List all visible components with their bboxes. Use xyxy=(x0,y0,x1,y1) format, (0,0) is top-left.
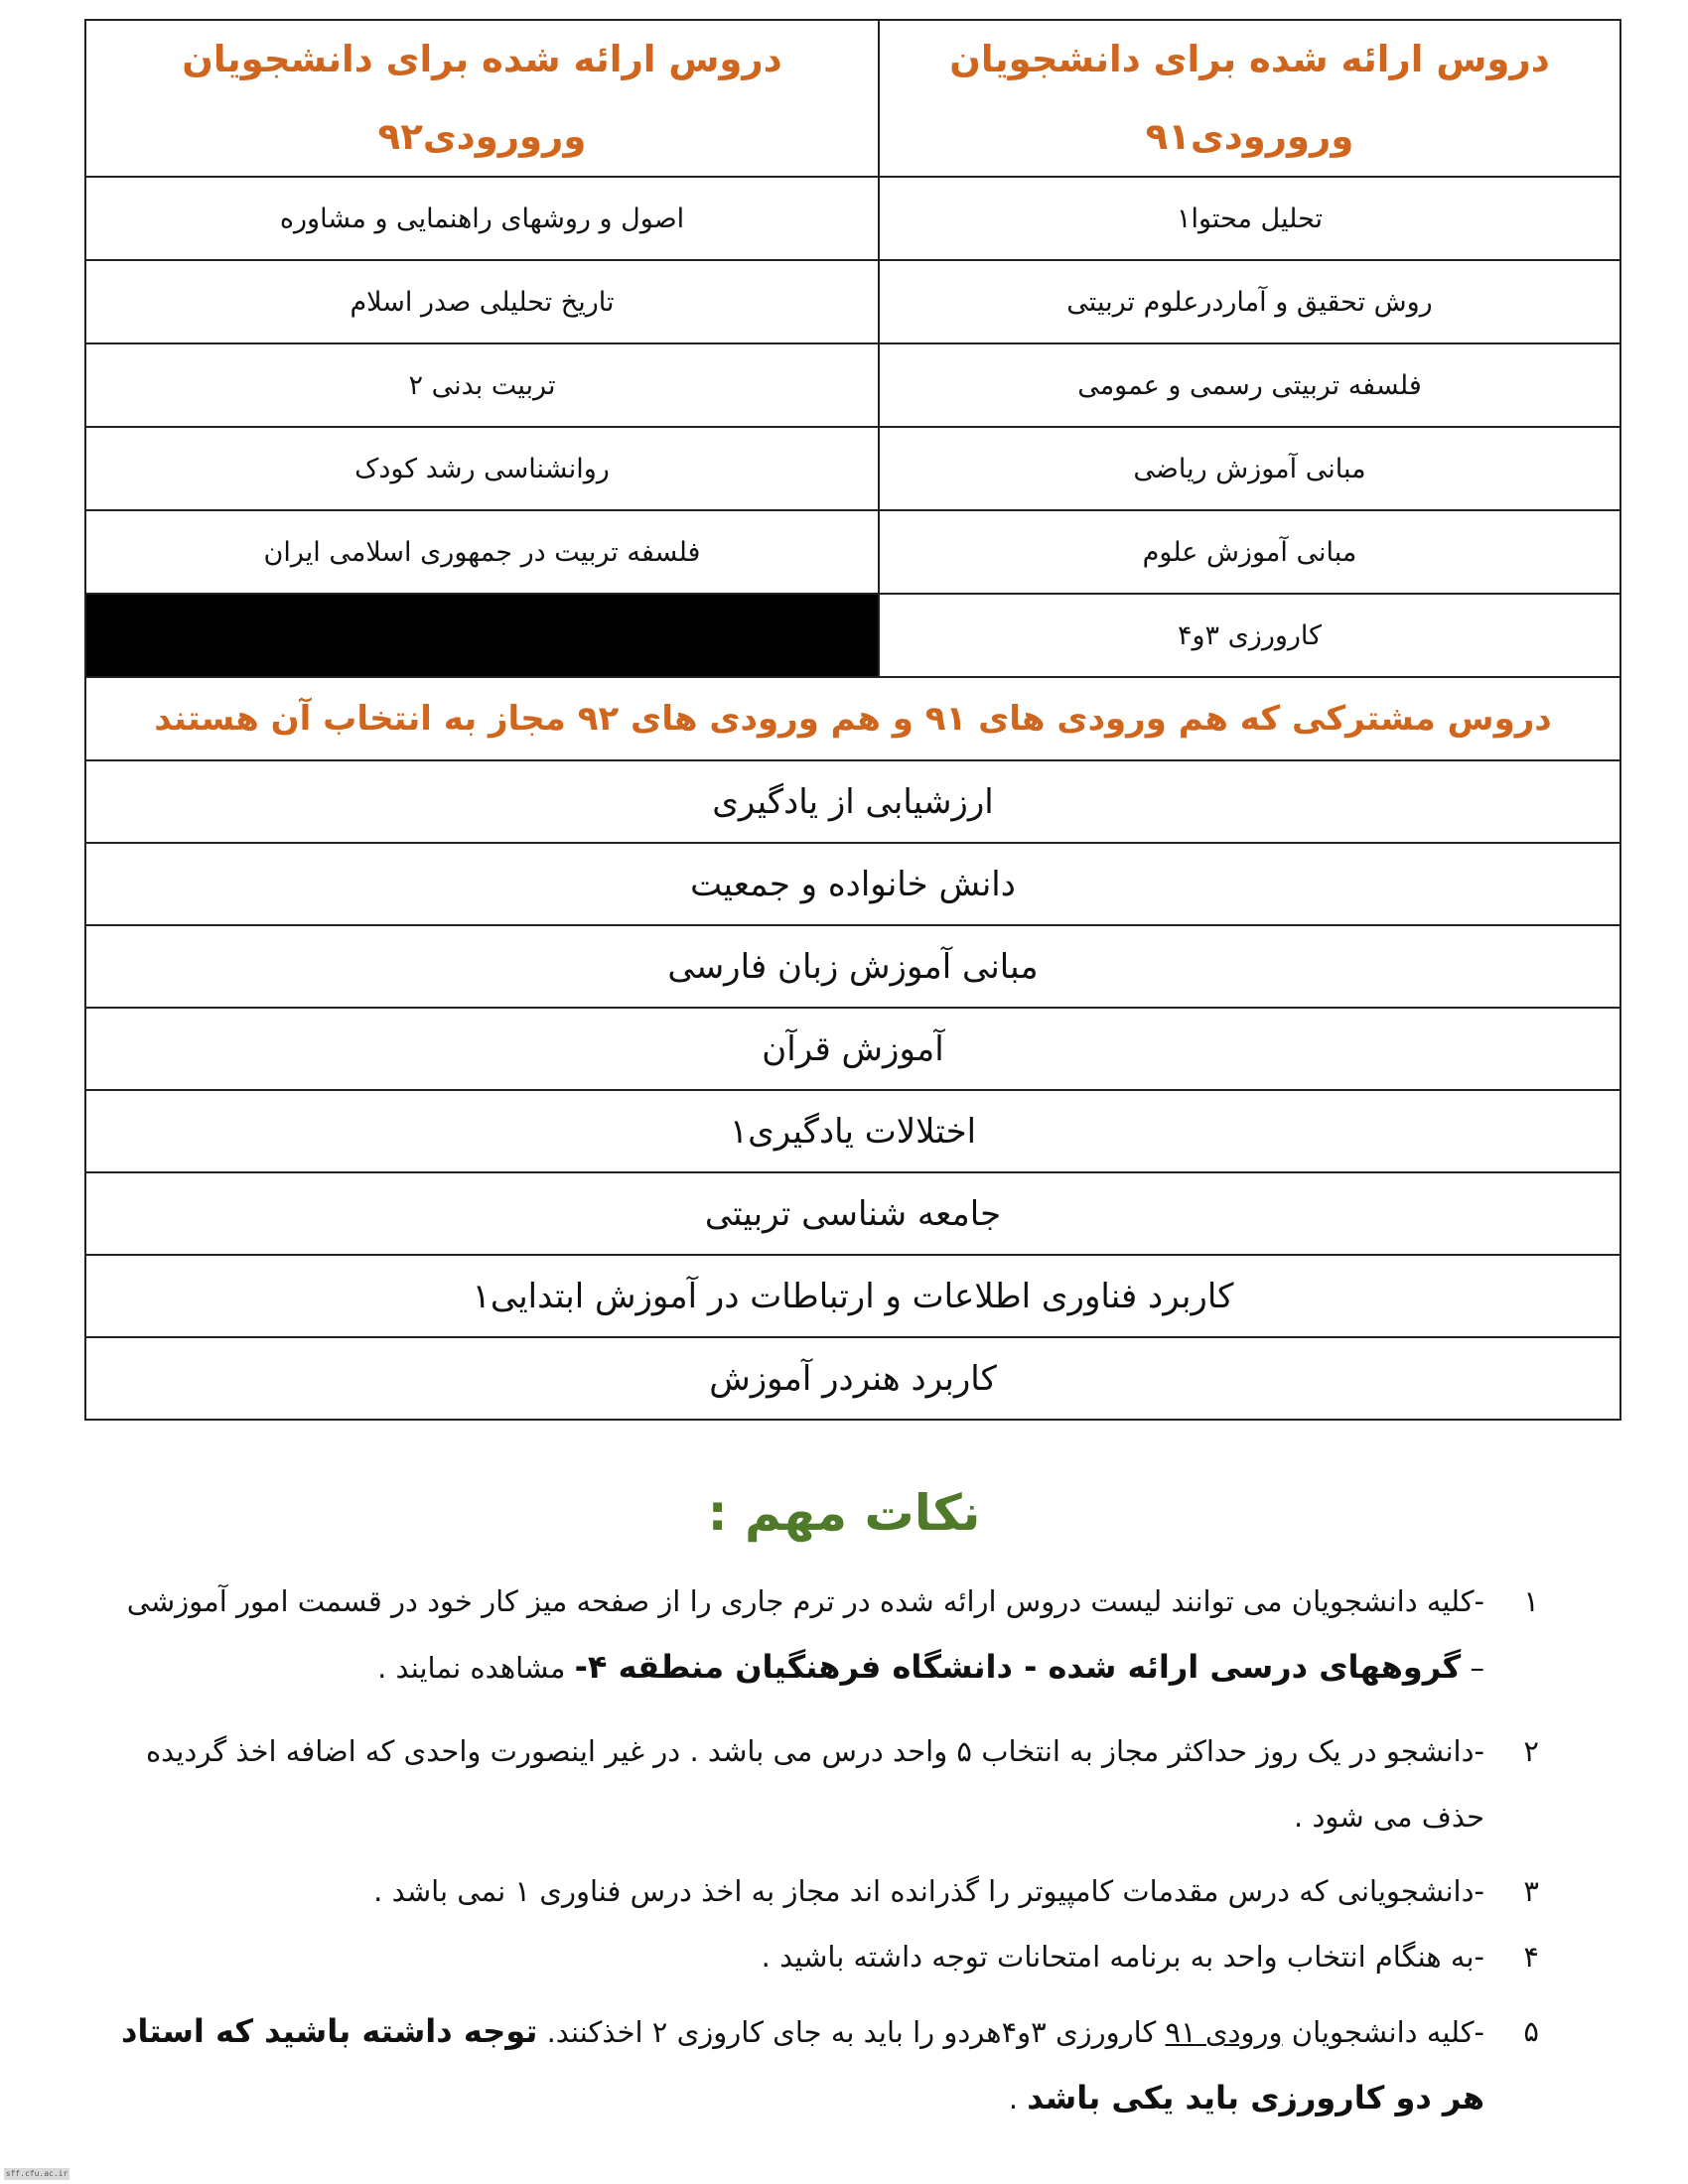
shared-course-row xyxy=(85,843,1620,925)
note-text: -به هنگام انتخاب واحد به برنامه امتحانات توجه داشته باشید . xyxy=(761,1940,1484,1974)
shared-course-cell: ارزشیابی از یادگیری xyxy=(85,760,1620,843)
note-text: -دانشجو در یک روز حداکثر مجاز به انتخاب ۵ واحد درس می باشد . در غیر اینصورت واحدی که اضافه اخذ گردیده حذف می شود . xyxy=(145,1734,1484,1834)
note-text-part: -کلیه دانشجویان می توانند لیست دروس ارائه شده در ترم جاری را از صفحه میز کار خود در قسمت امور آموزشی – xyxy=(126,1584,1484,1685)
notes-list xyxy=(109,1569,1539,2149)
course-91-cell: کارورزی ۳و۴ xyxy=(879,594,1620,677)
shared-course-cell: آموزش قرآن xyxy=(85,1008,1620,1090)
shared-course-row xyxy=(85,1008,1620,1090)
note-text-part: . xyxy=(1008,2082,1028,2116)
note-item xyxy=(109,1569,1539,1701)
shared-courses-title: دروس مشترکی که هم ورودی های ۹۱ و هم ورودی های ۹۲ مجاز به انتخاب آن هستند xyxy=(85,677,1620,760)
note-bold-text: توجه داشته باشید که استاد هر دو کارورزی باید یکی باشد xyxy=(120,2012,1484,2116)
table-row xyxy=(85,427,1620,510)
note-text-part: مشاهده نمایند . xyxy=(377,1651,575,1685)
table-row xyxy=(85,510,1620,594)
course-91-cell: روش تحقیق و آماردرعلوم تربیتی xyxy=(879,260,1620,343)
shared-course-row xyxy=(85,760,1620,843)
shared-course-row xyxy=(85,1172,1620,1255)
table-row xyxy=(85,177,1620,260)
note-number: ۵ xyxy=(1523,2014,1539,2048)
shared-courses-title-row xyxy=(85,677,1620,760)
note-item xyxy=(109,1718,1539,1849)
note-text xyxy=(109,1998,1484,2131)
course-92-cell: روانشناسی رشد کودک xyxy=(85,427,879,510)
table-row xyxy=(85,343,1620,427)
course-92-cell: تربیت بدنی ۲ xyxy=(85,343,879,427)
note-number: ۲ xyxy=(1523,1734,1539,1768)
shared-course-row xyxy=(85,1090,1620,1172)
note-text-part: کارورزی ۳و۴هردو را باید به جای کاروزی ۲ اخذکنند. xyxy=(537,2015,1166,2049)
table-row xyxy=(85,260,1620,343)
note-number: ۳ xyxy=(1523,1874,1539,1908)
note-item xyxy=(109,1998,1539,2131)
shared-course-row xyxy=(85,925,1620,1008)
shared-course-cell: کاربرد هنردر آموزش xyxy=(85,1337,1620,1420)
courses-table xyxy=(84,19,1621,1421)
site-watermark: sff.cfu.ac.ir xyxy=(5,2169,69,2178)
note-item xyxy=(109,1867,1539,1915)
course-92-cell: فلسفه تربیت در جمهوری اسلامی ایران xyxy=(85,510,879,594)
shared-course-row xyxy=(85,1337,1620,1420)
table-header-row xyxy=(85,20,1620,177)
note-item xyxy=(109,1933,1539,1980)
shared-course-cell: کاربرد فناوری اطلاعات و ارتباطات در آموزش ابتدایی۱ xyxy=(85,1255,1620,1337)
shared-course-cell: اختلالات یادگیری۱ xyxy=(85,1090,1620,1172)
blacked-out-cell xyxy=(85,594,879,677)
course-92-cell: تاریخ تحلیلی صدر اسلام xyxy=(85,260,879,343)
course-91-cell: فلسفه تربیتی رسمی و عمومی xyxy=(879,343,1620,427)
course-91-cell: تحلیل محتوا۱ xyxy=(879,177,1620,260)
note-underlined-text: ورودی ۹۱ xyxy=(1165,2015,1283,2049)
shared-course-cell: مبانی آموزش زبان فارسی xyxy=(85,925,1620,1008)
shared-course-cell: جامعه شناسی تربیتی xyxy=(85,1172,1620,1255)
shared-course-cell: دانش خانواده و جمعیت xyxy=(85,843,1620,925)
note-text-part: -کلیه دانشجویان xyxy=(1282,2015,1484,2049)
note-bold-text: گروههای درسی ارائه شده - دانشگاه فرهنگیان منطقه ۴- xyxy=(574,1648,1462,1686)
course-92-cell: اصول و روشهای راهنمایی و مشاوره xyxy=(85,177,879,260)
course-91-cell: مبانی آموزش ریاضی xyxy=(879,427,1620,510)
note-text xyxy=(109,1569,1484,1701)
note-text: -دانشجویانی که درس مقدمات کامپیوتر را گذرانده اند مجاز به اخذ درس فناوری ۱ نمی باشد . xyxy=(373,1874,1484,1908)
shared-course-row xyxy=(85,1255,1620,1337)
table-row xyxy=(85,594,1620,677)
note-number: ۴ xyxy=(1523,1940,1539,1974)
header-entry-91: دروس ارائه شده برای دانشجویان ورورودی۹۱ xyxy=(879,20,1620,177)
note-number: ۱ xyxy=(1523,1584,1539,1618)
course-91-cell: مبانی آموزش علوم xyxy=(879,510,1620,594)
header-entry-92: دروس ارائه شده برای دانشجویان ورورودی۹۲ xyxy=(85,20,879,177)
notes-title: نکات مهم : xyxy=(707,1484,981,1542)
